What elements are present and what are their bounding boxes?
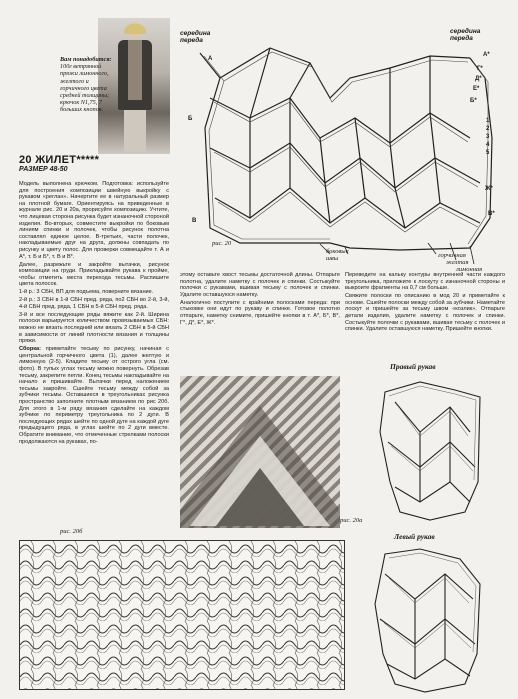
size-label: РАЗМЕР 48-50 [19,166,68,173]
right-sleeve-lines [360,372,500,522]
legend-yellow: желтая [446,259,469,266]
para-row2: 2-й р.: 3 СБН в 1-й СБН пред. ряда, по2 СБН во 2-й, 3-й, 4-й СБН пред. ряда, 1 СБН в 5-й СБН пред. ряда. [19,297,169,310]
point-d-star: Д* [475,76,482,82]
para-right-1: Переведите на кальку контуры внутренней части каждого треугольника, приложите к лоскуту с изнаночной стороны и выкроите фрагменты на 0,7 см больше. [345,272,505,292]
fig20b-pattern [19,540,345,690]
materials-box [60,56,118,114]
side-seams-label: боковые швы [326,248,349,262]
stripe-num-3: 3 [486,134,490,140]
point-v-star: В* [488,211,495,217]
right-center-front-label: середина переда [450,28,481,42]
point-a: А [208,56,213,62]
fig20-label: рис. 20 [212,240,232,247]
diagram-fig20 [180,18,505,273]
legend-lemon: лимонная [456,266,483,273]
point-b: Б [188,116,193,122]
model-figure [118,22,152,152]
left-sleeve-label: Левый рукав [394,532,435,541]
point-e-star: Е* [473,86,480,92]
left-center-front-label: середина переда [180,30,211,44]
instructions-left [19,181,169,526]
fig20a-label: рис. 20а [340,517,363,524]
fig20b-label: рис. 20б [60,528,83,535]
para-assembly: Сборка: приметайте тесьму по рисунку, начиная с центральной горчичного цвета (1), далее желтую и лимонную (2-5). Кладите тесьму от острого угла (см. фото). В тупых углах тесьму можно повернуть. Обрезав тесьму, закрепите петли. Конец тесьмы накладывайте на начало и пришивайте. Вытачки перед наложением тесьмы закройте. Сшейте тесьму между собой за зубчики тесьмы. Оставшиеся в треугольниках рисунка пространство заполните плотным вязанием по рис 20б. Для этого в 1-м ряду вязания сделайте на каждом зубчике по периметру треугольника по 2 дуги. В последующих рядах шейте по одной дуге на каждой дуге предыдущего ряда, в углах шейте по 2 дуги вместе. Обратите внимание, что отмеченные стрелками полоски продолжаются на рукавах, по- [19,346,169,445]
materials-title: Вам понадобится: [60,56,112,63]
diagram-fig20-lines [180,18,505,268]
right-sleeve-diagram [340,372,500,524]
point-g-star: Г* [477,66,483,72]
point-a-star: А* [483,52,490,58]
crochet-photo [180,376,340,528]
point-b-star: Б* [470,98,477,104]
left-sleeve-lines [365,544,495,694]
stripe-num-1: 1 [486,118,490,124]
fig20b-chain-lines [20,541,344,689]
para-darts: Далее, разрежьте и закройте вытачки, рисунок композиции на груди. Прикладывайте рукава к пройме, чтобы отметить места перехода тесьмы. Распишите цвета полосок. [19,261,169,288]
stripe-num-5: 5 [486,150,490,156]
right-sleeve-label: Правый рукав [390,362,436,371]
materials-body: 100г ветрянной пряжи лимонного, желтого и горчичного цвета средней толщины; крючок N1,75, 7 больших кнопок. [60,63,110,114]
point-v: В [192,218,197,224]
left-sleeve-diagram [365,544,495,694]
para-row3: 3-й и все последующие ряды вяжите как 2-й. Ширина полоски варьируется количеством провязываемых СБН: можно не вязать последний или вязать 2 СБН в 5-й СБН в зависимости от линий плотности вязания и толщины пряжи. [19,311,169,345]
para-middle-2: Аналогично поступите с крайними полосками переда: при стыковке они идут по рукаву и спинке. Готовое полотно отпарьте, наметку снимите, пришейте кнопки в т. А*, Б*, В*, Г*, Д*, Е*, Ж*. [180,299,340,326]
point-zh-star: Ж* [485,186,493,192]
article-title: 20 ЖИЛЕТ***** [19,154,100,166]
stripe-num-2: 2 [486,126,490,132]
instructions-middle [180,272,340,372]
para-middle-1: этому оставьте хвост тесьмы достаточной длины. Отпарьте полотна, удалите наметку с полочек и спинки. Состыкуйте полочки с рукавами, вшивая тесьму с полочек и спинки. Удалите оставшуюся наметку. [180,272,340,298]
instructions-right [345,272,505,360]
para-right-2: Свяжите полоски по описанию в мод 20 и приметайте к основе. Сшейте полоски между собой за зубчики. Наметайте лоскут и пришейте за тесьму швом «козлик». Отпарьте детали изделия, удалите наметку с полочек и спинки. Состыкуйте полочки с рукавами, вшивая тесьму с полочек и спинки. Удалите оставшуюся наметку. Пришейте кнопки. [345,293,505,333]
legend-mustard: горчичная [438,252,466,259]
stripe-num-4: 4 [486,142,490,148]
para-intro: Модель выполнена крючком. Подготовка: используйте для построения композиции швейную выкройку с рукавом «реглан». Начертите ее в натуральный размер на плотной бумаге. Ориентируясь на приведенные в журнале рис. 20 и 20a, прорисуйте композицию. Учтите, что лицевая сторона рисунка будет изнаночной стороной изделия. Во-вторых, совместите выкройки по боковым линиям спинки и полочек, чтобы рисунок полотна составлял единое целое. В-третьих, части полочек, накладываемые друг на друга, должны совпадать по рисунку и цвету полос. Для проверки совмещайте т. А и А*, т. Б и Б*, т. В и В*. [19,181,169,260]
para-row1: 1-й р.: 3 СБН, ВП для подъема, поверните вязание. [19,289,154,296]
